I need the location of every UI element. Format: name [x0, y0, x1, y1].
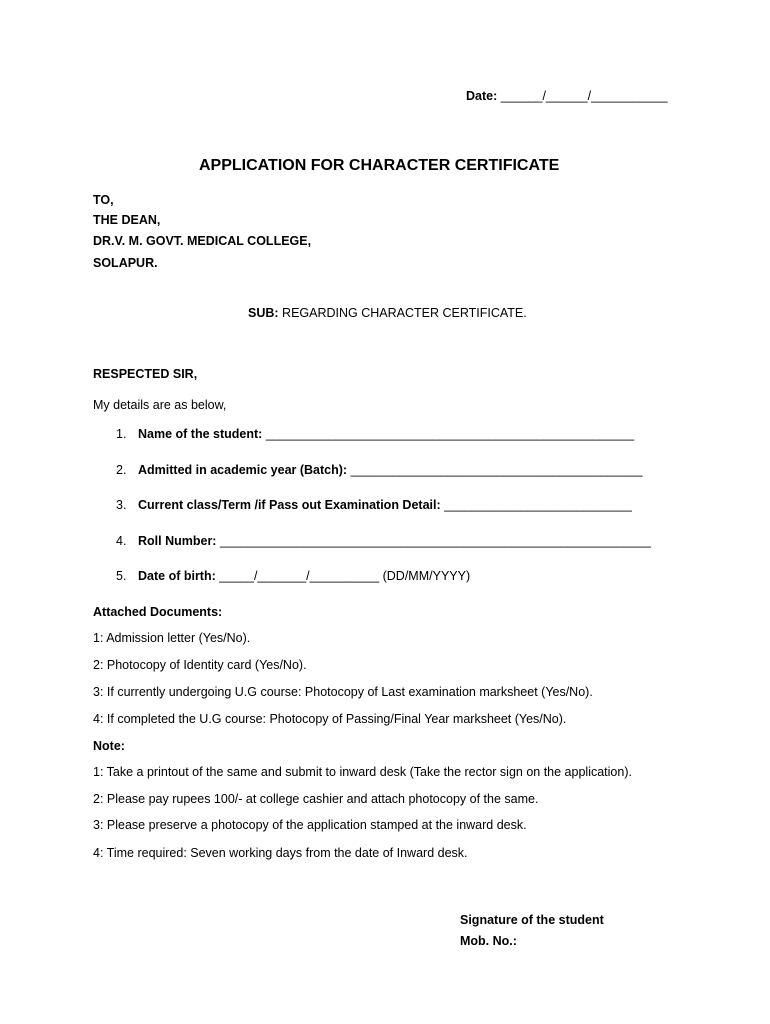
detail-item-batch: [116, 463, 643, 477]
address-line-city: SOLAPUR.: [93, 256, 158, 270]
detail-label: Name of the student:: [138, 427, 263, 441]
note-heading: Note:: [93, 739, 125, 753]
detail-label: Roll Number:: [138, 534, 217, 548]
detail-number: 3.: [116, 498, 127, 512]
signature-label: Signature of the student: [460, 913, 604, 927]
address-line-to: TO,: [93, 193, 114, 207]
date-label: Date:: [466, 89, 501, 103]
detail-number: 5.: [116, 569, 127, 583]
note-item: 4: Time required: Seven working days from the date of Inward desk.: [93, 846, 468, 860]
detail-item-class: [116, 498, 632, 512]
detail-blank: ______________________________________________________________: [216, 534, 651, 548]
attached-item: 1: Admission letter (Yes/No).: [93, 631, 251, 645]
detail-number: 1.: [116, 427, 127, 441]
detail-blank: _____/_______/__________ (DD/MM/YYYY): [215, 569, 471, 583]
attached-item: 4: If completed the U.G course: Photocopy of Passing/Final Year marksheet (Yes/No).: [93, 712, 567, 726]
subject-label: SUB:: [248, 306, 279, 320]
detail-blank: __________________________________________: [347, 463, 643, 477]
date-line: [466, 89, 668, 103]
detail-number: 4.: [116, 534, 127, 548]
date-blanks: ______/______/___________: [500, 89, 668, 103]
intro-text: My details are as below,: [93, 398, 227, 412]
attached-heading: Attached Documents:: [93, 605, 223, 619]
page-title: APPLICATION FOR CHARACTER CERTIFICATE: [199, 157, 560, 174]
subject-line: [248, 306, 527, 320]
note-item: 1: Take a printout of the same and submit to inward desk (Take the rector sign on the application).: [93, 765, 632, 779]
detail-label: Current class/Term /if Pass out Examination Detail:: [138, 498, 441, 512]
detail-label: Date of birth:: [138, 569, 216, 583]
attached-item: 3: If currently undergoing U.G course: Photocopy of Last examination marksheet (Yes/No).: [93, 685, 593, 699]
detail-label: Admitted in academic year (Batch):: [138, 463, 348, 477]
detail-item-student-name: [116, 427, 634, 441]
address-line-college: DR.V. M. GOVT. MEDICAL COLLEGE,: [93, 234, 312, 248]
detail-blank: ___________________________: [440, 498, 632, 512]
detail-blank: _____________________________________________________: [262, 427, 635, 441]
address-line-dean: THE DEAN,: [93, 213, 161, 227]
detail-item-dob: [116, 569, 470, 583]
mobile-label: Mob. No.:: [460, 934, 517, 948]
subject-text: REGARDING CHARACTER CERTIFICATE.: [278, 306, 527, 320]
detail-number: 2.: [116, 463, 127, 477]
note-item: 3: Please preserve a photocopy of the application stamped at the inward desk.: [93, 818, 527, 832]
detail-item-roll-number: [116, 534, 651, 548]
attached-item: 2: Photocopy of Identity card (Yes/No).: [93, 658, 307, 672]
salutation: RESPECTED SIR,: [93, 367, 198, 381]
note-item: 2: Please pay rupees 100/- at college cashier and attach photocopy of the same.: [93, 792, 539, 806]
